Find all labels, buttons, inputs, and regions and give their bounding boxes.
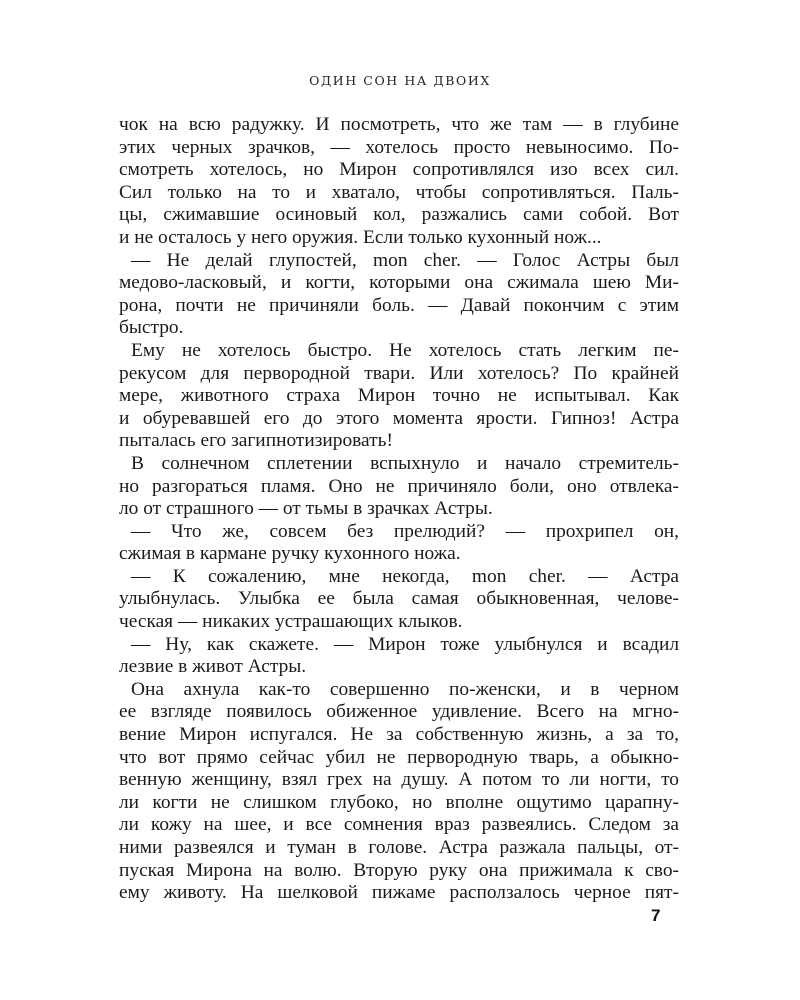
text-line: пыталась его загипнотизировать! [119, 430, 393, 452]
text-line: улыбнулась. Улыбка ее была самая обыкновенная, челове- [119, 588, 679, 610]
running-head: ОДИН СОН НА ДВОИХ [309, 73, 491, 88]
page-number: 7 [651, 906, 661, 925]
text-line: Сил только на то и хватало, чтобы сопротивляться. Паль- [119, 181, 679, 203]
text-line: ло от страшного — от тьмы в зрачках Астры. [119, 498, 493, 520]
text-line: рона, почти не причиняли боль. — Давай покончим с этим [119, 294, 679, 316]
text-line: что вот прямо сейчас убил не первородную тварь, а обыкно- [119, 746, 679, 768]
text-line: лезвие в живот Астры. [119, 656, 307, 678]
text-line: ческая — никаких устрашающих клыков. [119, 611, 463, 633]
text-line: но разгораться пламя. Оно не причиняло боли, оно отвлека- [119, 475, 679, 497]
text-line: сжимая в кармане ручку кухонного ножа. [119, 543, 461, 565]
text-line: ними развеялся и туман в голове. Астра разжала пальцы, от- [119, 837, 679, 858]
text-line: венную женщину, взял грех на душу. А потом то ли ногти, то [119, 769, 679, 791]
text-line: ее взгляде появилось обиженное удивление. Всего на мгно- [119, 701, 679, 723]
text-line: вение Мирон испугался. Не за собственную жизнь, а за то, [119, 724, 679, 746]
text-line: этих черных зрачков, — хотелось просто невыносимо. По- [119, 136, 679, 158]
text-line: медово-ласковый, и когти, которыми она сжимала шею Ми- [119, 272, 679, 294]
text-line: ему животу. На шелковой пижаме расползалось черное пят- [119, 882, 679, 904]
text-line: ли кожу на шее, и все сомнения враз развеялись. Следом за [119, 814, 679, 836]
body-text [119, 114, 679, 905]
text-line: пуская Мирона на волю. Вторую руку она прижимала к сво- [119, 859, 679, 881]
text-line: — Ну, как скажете. — Мирон тоже улыбнулся и всадил [131, 633, 679, 655]
text-line: и не осталось у него оружия. Если только кухонный нож... [119, 226, 602, 248]
text-line: цы, сжимавшие осиновый кол, разжались сами собой. Вот [119, 204, 679, 226]
text-line: и обуревавшей его до этого момента ярости. Гипноз! Астра [119, 407, 679, 429]
text-line: смотреть хотелось, но Мирон сопротивлялся изо всех сил. [119, 159, 679, 181]
text-line: чок на всю радужку. И посмотреть, что же там — в глубине [119, 114, 679, 135]
text-line: быстро. [119, 317, 184, 339]
text-line: — Не делай глупостей, mon cher. — Голос Астры был [131, 249, 679, 271]
text-line: В солнечном сплетении вспыхнуло и начало стремитель- [131, 452, 679, 474]
text-line: Ему не хотелось быстро. Не хотелось стать легким пе- [131, 339, 679, 361]
text-line: ли когти не слишком глубоко, но вполне ощутимо царапну- [119, 791, 679, 813]
text-line: мере, животного страха Мирон точно не испытывал. Как [119, 385, 679, 407]
text-line: — Что же, совсем без прелюдий? — прохрипел он, [131, 520, 679, 542]
text-line: рекусом для первородной твари. Или хотелось? По крайней [119, 362, 679, 384]
text-line: — К сожалению, мне некогда, mon cher. — Астра [131, 565, 679, 587]
text-line: Она ахнула как-то совершенно по-женски, и в черном [131, 678, 679, 700]
